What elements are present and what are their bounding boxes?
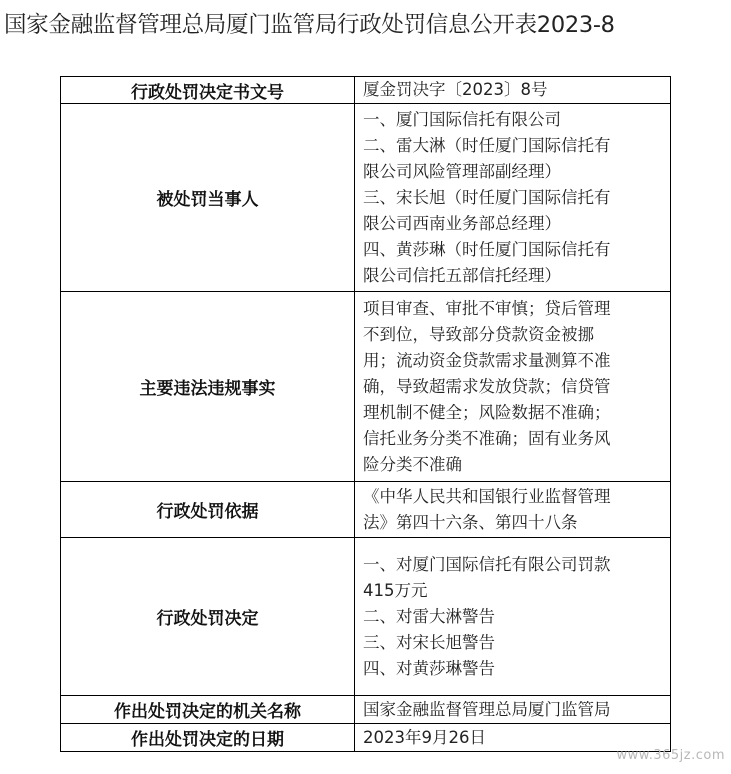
- row-value-decision-number: [355, 77, 671, 104]
- cell-line: 一、厦门国际信托有限公司: [363, 109, 561, 129]
- row-value-violation-facts: [355, 292, 671, 482]
- cell-line: 2023年9月26日: [363, 727, 486, 747]
- cell-line: 一、对厦门国际信托有限公司罚款: [363, 554, 611, 574]
- row-label-decision-date: 作出处罚决定的日期: [61, 724, 355, 752]
- row-label-issuing-authority: 作出处罚决定的机关名称: [61, 696, 355, 724]
- row-label-penalized-parties: 被处罚当事人: [61, 104, 355, 292]
- cell-line: 不到位，导致部分贷款资金被挪: [363, 324, 594, 344]
- cell-line: 限公司西南业务部总经理）: [363, 213, 561, 233]
- cell-line: 险分类不准确: [363, 454, 462, 474]
- row-label-penalty-decision: 行政处罚决定: [61, 538, 355, 696]
- cell-line: 四、对黄莎琳警告: [363, 658, 495, 678]
- cell-line: 法》第四十六条、第四十八条: [363, 512, 578, 532]
- row-label-penalty-basis: 行政处罚依据: [61, 482, 355, 538]
- cell-line: 限公司风险管理部副经理）: [363, 161, 561, 181]
- cell-line: 厦金罚决字〔2023〕8号: [363, 80, 548, 99]
- cell-line: 理机制不健全；风险数据不准确；: [363, 402, 611, 422]
- cell-line: 国家金融监督管理总局厦门监管局: [363, 699, 611, 719]
- cell-line: 二、对雷大淋警告: [363, 606, 495, 626]
- cell-line: 限公司信托五部信托经理）: [363, 265, 561, 285]
- row-value-penalized-parties: [355, 104, 671, 292]
- cell-line: 二、雷大淋（时任厦门国际信托有: [363, 135, 611, 155]
- watermark: www.365jz.com: [616, 748, 725, 763]
- table-row: [61, 104, 671, 292]
- table-row: [61, 292, 671, 482]
- cell-line: 确，导致超需求发放贷款；信贷管: [363, 376, 611, 396]
- row-value-issuing-authority: [355, 696, 671, 724]
- row-value-penalty-decision: [355, 538, 671, 696]
- table-row: [61, 696, 671, 724]
- cell-line: 信托业务分类不准确；固有业务风: [363, 428, 611, 448]
- table-row: [61, 77, 671, 104]
- row-value-penalty-basis: [355, 482, 671, 538]
- row-label-violation-facts: 主要违法违规事实: [61, 292, 355, 482]
- table-row: [61, 724, 671, 752]
- table-row: [61, 538, 671, 696]
- penalty-info-table: [60, 76, 671, 752]
- cell-line: 项目审查、审批不审慎；贷后管理: [363, 298, 611, 318]
- table-row: [61, 482, 671, 538]
- cell-line: 用；流动资金贷款需求量测算不准: [363, 350, 611, 370]
- cell-line: 三、对宋长旭警告: [363, 632, 495, 652]
- cell-line: 四、黄莎琳（时任厦门国际信托有: [363, 239, 611, 259]
- page-title: 国家金融监督管理总局厦门监管局行政处罚信息公开表2023-8: [4, 12, 615, 38]
- row-label-decision-number: 行政处罚决定书文号: [61, 77, 355, 104]
- cell-line: 三、宋长旭（时任厦门国际信托有: [363, 187, 611, 207]
- cell-line: 《中华人民共和国银行业监督管理: [363, 486, 611, 506]
- cell-line: 415万元: [363, 580, 428, 600]
